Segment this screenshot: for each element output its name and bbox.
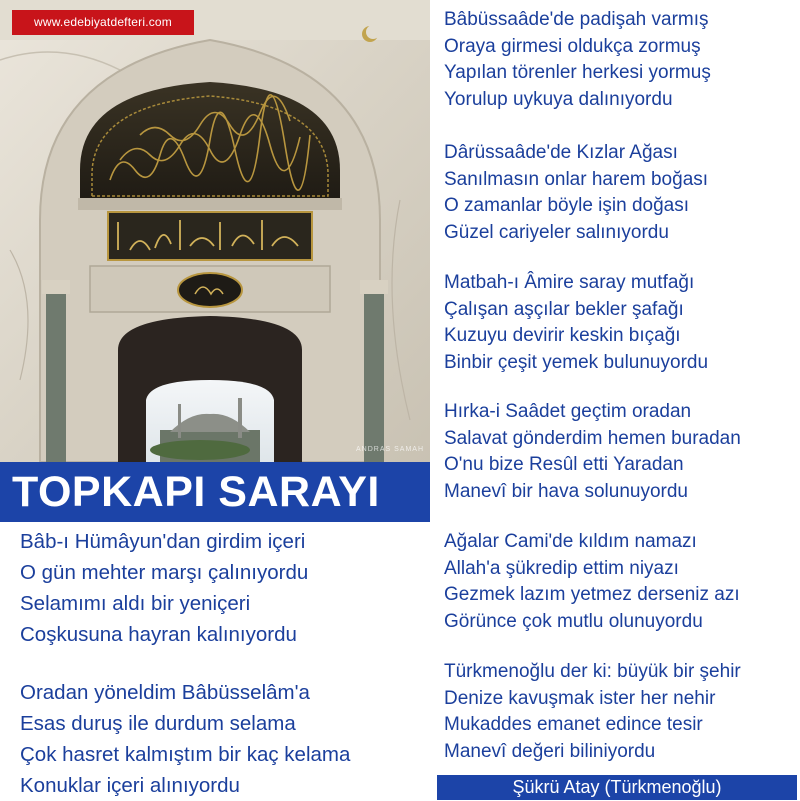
- poem-line: Oradan yöneldim Bâbüsselâm'a: [20, 681, 310, 704]
- poem-line: Türkmenoğlu der ki: büyük bir şehir: [444, 661, 741, 682]
- stanza-left-1: [20, 526, 308, 650]
- poem-line: Gezmek lazım yetmez derseniz azı: [444, 584, 740, 605]
- poem-line: Konuklar içeri alınıyordu: [20, 774, 240, 797]
- stanza-left-2: [20, 677, 350, 801]
- stanza-right-4: [444, 399, 741, 505]
- poem-line: O'nu bize Resûl etti Yaradan: [444, 454, 684, 475]
- topkapi-gate-illustration: [0, 0, 430, 462]
- stanza-right-1: [444, 7, 711, 113]
- poem-line: Çok hasret kalmıştım bir kaç kelama: [20, 743, 351, 766]
- stanza-right-5: [444, 529, 740, 635]
- poem-line: Matbah-ı Âmire saray mutfağı: [444, 272, 695, 293]
- poem-line: Denize kavuşmak ister her nehir: [444, 687, 716, 709]
- poem-line: Allah'a şükredip ettim niyazı: [444, 557, 679, 579]
- stanza-right-2: [444, 140, 708, 246]
- author-signature: Şükrü Atay (Türkmenoğlu): [437, 775, 797, 800]
- poem-line: O zamanlar böyle işin doğası: [444, 195, 690, 216]
- poem-line: Kuzuyu devirir keskin bıçağı: [444, 325, 681, 346]
- site-badge[interactable]: www.edebiyatdefteri.com: [12, 10, 194, 35]
- poem-line: Oraya girmesi oldukça zormuş: [444, 35, 701, 57]
- poem-title: TOPKAPI SARAYI: [12, 468, 380, 516]
- poem-line: Coşkusuna hayran kalınıyordu: [20, 623, 297, 646]
- poem-line: Ağalar Cami'de kıldım namazı: [444, 531, 697, 552]
- poem-line: Mukaddes emanet edince tesir: [444, 714, 703, 735]
- poem-line: O gün mehter marşı çalınıyordu: [20, 561, 309, 584]
- poem-line: Çalışan aşçılar bekler şafağı: [444, 298, 684, 320]
- poem-line: Selamımı aldı bir yeniçeri: [20, 592, 251, 615]
- poem-line: Yapılan törenler herkesi yormuş: [444, 62, 711, 83]
- poem-line: Görünce çok mutlu olunuyordu: [444, 610, 703, 632]
- poem-line: Sanılmasın onlar harem boğası: [444, 168, 709, 190]
- poem-line: Esas duruş ile durdum selama: [20, 712, 296, 735]
- poem-line: Bâb-ı Hümâyun'dan girdim içeri: [20, 530, 306, 553]
- poem-line: Binbir çeşit yemek bulunuyordu: [444, 351, 709, 373]
- poem-line: Manevî değeri biliniyordu: [444, 740, 656, 762]
- poem-line: Salavat gönderdim hemen buradan: [444, 427, 741, 449]
- title-band: [0, 462, 430, 522]
- poem-line: Güzel cariyeler salınıyordu: [444, 221, 669, 243]
- poem-line: Hırka-i Saâdet geçtim oradan: [444, 401, 692, 422]
- gate-photo: [0, 0, 430, 462]
- photo-watermark: ANDRAS SAMAH: [355, 446, 424, 453]
- poem-line: Dârüssaâde'de Kızlar Ağası: [444, 142, 678, 163]
- poem-line: Yorulup uykuya dalınıyordu: [444, 88, 673, 110]
- poem-line: Manevî bir hava solunuyordu: [444, 480, 688, 502]
- stanza-right-3: [444, 270, 708, 376]
- poem-line: Bâbüssaâde'de padişah varmış: [444, 9, 709, 30]
- tughra-medallion: [178, 273, 242, 307]
- stanza-right-6: [444, 659, 741, 765]
